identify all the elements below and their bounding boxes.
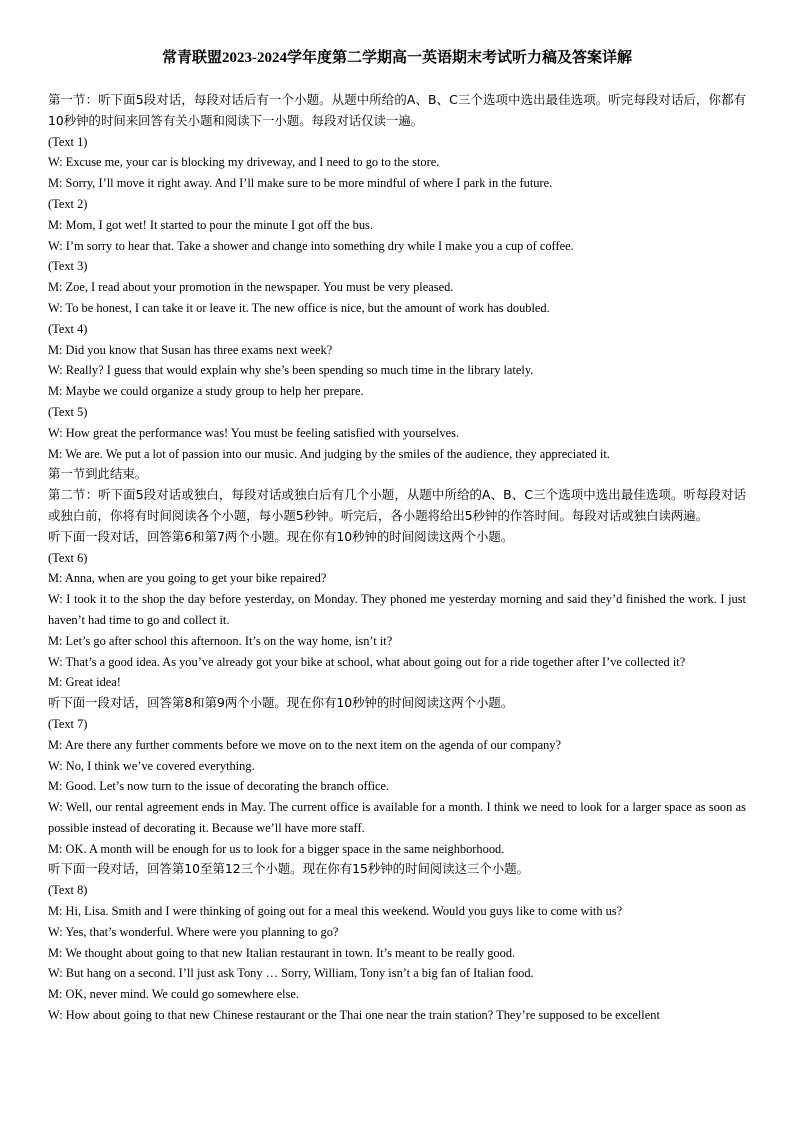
text8-line5: M: OK, never mind. We could go somewhere else. xyxy=(48,987,300,1002)
section1-instructions: 第一节：听下面5段对话，每段对话后有一个小题。从题中所给的A、B、C三个选项中选出最佳选项。听完每段对话后，你都有10秒钟的时间来回答有关小题和阅读下一小题。每段对话仅读一遍。 xyxy=(48,92,746,128)
section2-instructions: 第二节：听下面5段对话或独白，每段对话或独白后有几个小题，从题中所给的A、B、C三个选项中选出最佳选项。听每段对话或独白前，你将有时间阅读各个小题，每小题5秒钟。听完后，各小题将给出5秒钟的作答时间。每段对话或独白读两遍。 xyxy=(48,487,746,523)
text8-tag: (Text 8) xyxy=(48,883,88,898)
text2-line2: W: I’m sorry to hear that. Take a shower and change into something dry while I make you a cup of coffee. xyxy=(48,238,574,253)
section1-end: 第一节到此结束。 xyxy=(48,466,148,482)
text8-line3: M: We thought about going to that new Italian restaurant in town. It’s meant to be really good. xyxy=(48,945,516,960)
transcript-body xyxy=(48,90,746,1026)
text8-line1: M: Hi, Lisa. Smith and I were thinking of going out for a meal this weekend. Would you guys like to come with us? xyxy=(48,904,623,919)
text7-line3: M: Good. Let’s now turn to the issue of decorating the branch office. xyxy=(48,779,390,794)
text8-line4: W: But hang on a second. I’ll just ask Tony … Sorry, William, Tony isn’t a big fan of Italian food. xyxy=(48,966,534,981)
text6-tag: (Text 6) xyxy=(48,550,88,565)
text6-line1: M: Anna, when are you going to get your bike repaired? xyxy=(48,571,327,586)
text6-line5: M: Great idea! xyxy=(48,675,121,690)
text6-line2: W: I took it to the shop the day before yesterday, on Monday. They phoned me yesterday morning and said they’d finished the work. I just haven’t had time to go and collect it. xyxy=(48,592,746,627)
prompt-text7: 听下面一段对话，回答第8和第9两个小题。现在你有10秒钟的时间阅读这两个小题。 xyxy=(48,695,514,711)
text5-line1: W: How great the performance was! You must be feeling satisfied with yourselves. xyxy=(48,425,460,440)
text1-line2: M: Sorry, I’ll move it right away. And I’ll make sure to be more mindful of where I park in the future. xyxy=(48,176,553,191)
text4-line1: M: Did you know that Susan has three exams next week? xyxy=(48,342,333,357)
prompt-text6: 听下面一段对话，回答第6和第7两个小题。现在你有10秒钟的时间阅读这两个小题。 xyxy=(48,528,514,544)
text1-line1: W: Excuse me, your car is blocking my driveway, and I need to go to the store. xyxy=(48,155,440,170)
text3-line1: M: Zoe, I read about your promotion in the newspaper. You must be very pleased. xyxy=(48,280,454,295)
text5-tag: (Text 5) xyxy=(48,404,88,419)
text6-line4: W: That’s a good idea. As you’ve already got your bike at school, what about going out for a ride together after I’ve collected it? xyxy=(48,654,686,669)
text7-tag: (Text 7) xyxy=(48,716,88,731)
text3-tag: (Text 3) xyxy=(48,259,88,274)
text5-line2: M: We are. We put a lot of passion into our music. And judging by the smiles of the audience, they appreciated it. xyxy=(48,446,610,461)
text2-tag: (Text 2) xyxy=(48,196,88,211)
text7-line4: W: Well, our rental agreement ends in May. The current office is available for a month. I think we need to look for a larger space as soon as possible instead of decorating it. Because we’ll have more staff. xyxy=(48,800,746,835)
text4-tag: (Text 4) xyxy=(48,321,88,336)
text1-tag: (Text 1) xyxy=(48,134,88,149)
text8-line6: W: How about going to that new Chinese restaurant or the Thai one near the train station? They’re supposed to be excellent xyxy=(48,1008,660,1023)
text8-line2: W: Yes, that’s wonderful. Where were you planning to go? xyxy=(48,924,339,939)
text7-line5: M: OK. A month will be enough for us to look for a bigger space in the same neighborhood. xyxy=(48,841,505,856)
text7-line1: M: Are there any further comments before we move on to the next item on the agenda of our company? xyxy=(48,737,562,752)
text4-line3: M: Maybe we could organize a study group to help her prepare. xyxy=(48,384,364,399)
prompt-text8: 听下面一段对话，回答第10至第12三个小题。现在你有15秒钟的时间阅读这三个小题。 xyxy=(48,861,529,877)
text3-line2: W: To be honest, I can take it or leave it. The new office is nice, but the amount of work has doubled. xyxy=(48,300,550,315)
page-title: 常青联盟2023-2024学年度第二学期高一英语期末考试听力稿及答案详解 xyxy=(162,50,632,66)
text4-line2: W: Really? I guess that would explain why she’s been spending so much time in the library lately. xyxy=(48,363,534,378)
text7-line2: W: No, I think we’ve covered everything. xyxy=(48,758,255,773)
text2-line1: M: Mom, I got wet! It started to pour the minute I got off the bus. xyxy=(48,217,373,232)
text6-line3: M: Let’s go after school this afternoon. It’s on the way home, isn’t it? xyxy=(48,633,393,648)
